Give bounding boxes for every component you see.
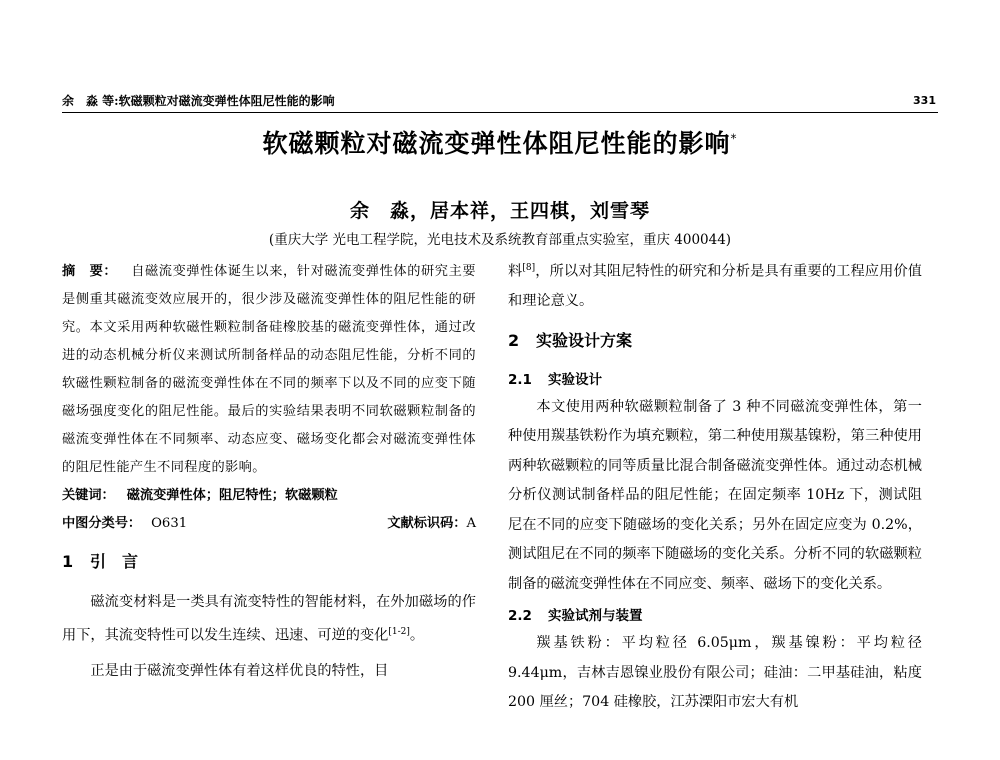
doc-code-label: 文献标识码： [387, 516, 467, 531]
subsection-number: 2.2 [508, 608, 532, 625]
section-heading-1 [62, 550, 476, 574]
paragraph-text: ，所以对其阻尼特性的研究和分析是具有重要的工程应用价值和理论意义。 [508, 263, 922, 310]
left-column [62, 258, 476, 686]
continued-paragraph: 料[8]，所以对其阻尼特性的研究和分析是具有重要的工程应用价值和理论意义。 [508, 263, 922, 310]
title-footnote-mark: * [730, 131, 738, 146]
clc-label: 中图分类号： [62, 516, 142, 531]
subsection-heading-2-2 [508, 603, 922, 629]
section-number: 2 [508, 330, 520, 350]
paragraph-text: 磁流变材料是一类具有流变特性的智能材料，在外加磁场的作用下，其流变特性可以发生连续、迅速、可逆的变化 [62, 594, 476, 644]
doc-code-value: A [466, 516, 476, 531]
keywords-label: 关键词： [62, 488, 115, 503]
section-number: 1 [62, 552, 74, 571]
keywords-text: 磁流变弹性体；阻尼特性；软磁颗粒 [126, 488, 338, 503]
abstract-text: 自磁流变弹性体诞生以来，针对磁流变弹性体的研究主要是侧重其磁流变效应展开的，很少涉及磁流变弹性体的阻尼性能的研究。本文采用两种软磁性颗粒制备硅橡胶基的磁流变弹性体，通过改进的动态机械分析仪来测试所制备样品的动态阻尼性能，分析不同的软磁性颗粒制备的磁流变弹性体在不同的频率下以及不同的应变下随磁场强度变化的阻尼性能。最后的实验结果表明不同软磁颗粒制备的磁流变弹性体在不同频率、动态应变、磁场变化都会对磁流变弹性体的阻尼性能产生不同程度的影响。 [62, 264, 476, 475]
experiment-design-paragraph: 本文使用两种软磁颗粒制备了 3 种不同磁流变弹性体，第一种使用羰基铁粉作为填充颗粒，第二种使用羰基镍粉，第三种使用两种软磁颗粒的同等质量比混合制备磁流变弹性体。通过动态机械分析仪测试制备样品的阻尼性能；在固定频率 10Hz 下，测试阻尼在不同的应变下随磁场的变化关系；另外在固定应变为 0.2%，测试阻尼在不同的频率下随磁场的变化关系。分析不同的软磁颗粒制备的磁流变弹性体在不同应变、频率、磁场下的变化关系。 [508, 398, 922, 592]
clc-value: O631 [151, 516, 188, 531]
doc-code [387, 510, 476, 538]
citation: [1-2] [388, 626, 410, 637]
section-title: 引 言 [90, 552, 139, 571]
subsection-title: 实验设计 [548, 371, 602, 388]
subsection-number: 2.1 [508, 371, 532, 388]
paper-title [0, 124, 1000, 160]
intro-paragraph-1 [62, 588, 476, 651]
authors: 余 淼，居本祥，王四棋，刘雪琴 [349, 200, 650, 222]
right-column [508, 258, 922, 718]
intro-paragraph-2: 正是由于磁流变弹性体有着这样优良的特性，目 [90, 662, 389, 679]
classification-line [62, 510, 476, 538]
citation: [8] [522, 263, 536, 273]
section-heading-2 [508, 329, 922, 353]
subsection-heading-2-1 [508, 367, 922, 393]
running-head: 余 淼 等:软磁颗粒对磁流变弹性体阻尼性能的影响 [62, 94, 335, 108]
title-text: 软磁颗粒对磁流变弹性体阻尼性能的影响 [262, 129, 731, 158]
affiliation: (重庆大学 光电工程学院，光电技术及系统教育部重点实验室，重庆 400044) [268, 232, 732, 248]
paragraph-end: 。 [409, 627, 425, 644]
keywords [62, 482, 476, 510]
page-number: 331 [913, 94, 936, 107]
abstract-label: 摘 要： [62, 264, 118, 279]
abstract [62, 258, 476, 482]
section-title: 实验设计方案 [536, 330, 633, 350]
subsection-title: 实验试剂与装置 [548, 608, 643, 625]
running-header [62, 92, 938, 113]
reagents-paragraph: 羰基铁粉：平均粒径 6.05μm，羰基镍粉：平均粒径 9.44μm，吉林吉恩镍业股份有限公司；硅油：二甲基硅油，粘度 200 厘丝；704 硅橡胶，江苏溧阳市宏大有机 [508, 635, 922, 711]
